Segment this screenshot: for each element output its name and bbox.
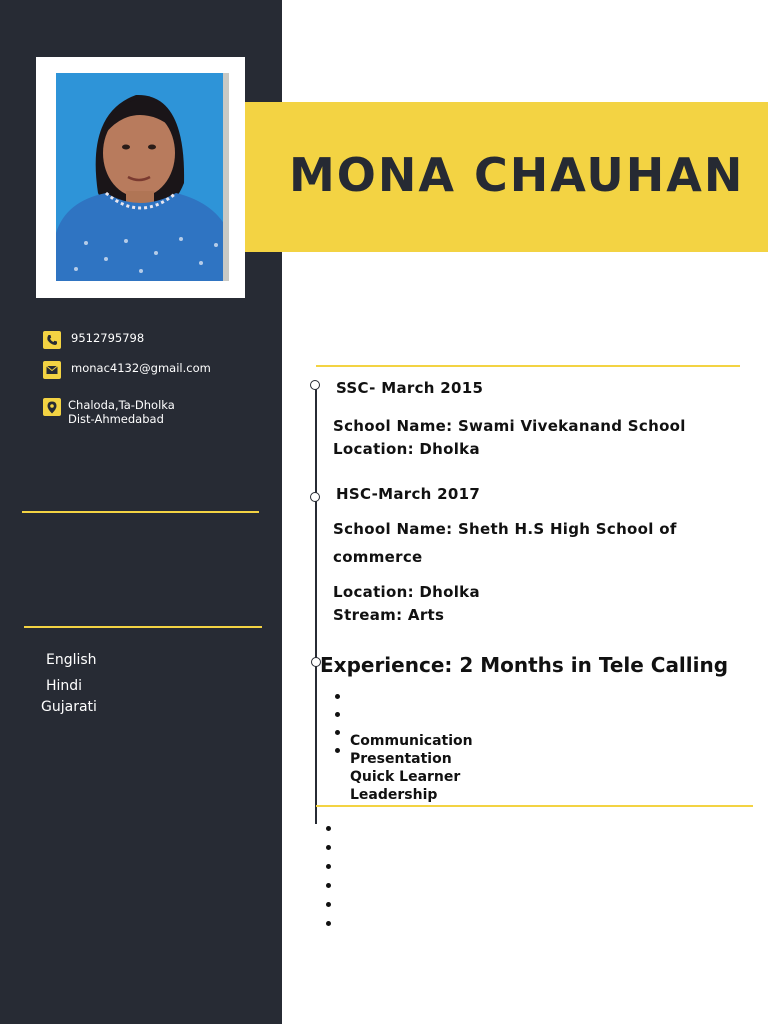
- portrait-illustration: [56, 73, 229, 281]
- address-line-1: Chaloda,Ta-Dholka: [68, 398, 175, 412]
- bullet-point: [335, 694, 340, 699]
- hsc-school-line-1: School Name: Sheth H.S High School of: [333, 520, 677, 538]
- hsc-title: HSC-March 2017: [336, 485, 481, 503]
- bullet-point: [326, 921, 331, 926]
- phone-number: 9512795798: [71, 331, 145, 345]
- ssc-location: Location: Dholka: [333, 440, 480, 458]
- experience-heading: Experience: 2 Months in Tele Calling: [320, 653, 729, 677]
- ssc-title: SSC- March 2015: [336, 379, 484, 397]
- address-line-2: Dist-Ahmedabad: [68, 412, 164, 426]
- language-item: Gujarati: [41, 699, 97, 715]
- map-pin-icon: [43, 398, 61, 416]
- skill-item: Quick Learner: [350, 769, 461, 785]
- skill-item: Communication: [350, 733, 473, 749]
- timeline-dot: [310, 492, 320, 502]
- bullet-point: [335, 712, 340, 717]
- bullet-point: [326, 845, 331, 850]
- ssc-school: School Name: Swami Vivekanand School: [333, 417, 686, 435]
- bullet-point: [326, 902, 331, 907]
- sidebar-divider-2: [24, 626, 262, 628]
- bullet-point: [335, 748, 340, 753]
- contact-phone: [43, 331, 144, 349]
- education-timeline: [315, 384, 317, 824]
- profile-photo: [56, 73, 229, 281]
- address: [68, 398, 175, 426]
- content-divider-top: [316, 365, 740, 367]
- language-item: English: [46, 652, 97, 668]
- bullet-point: [326, 883, 331, 888]
- bullet-point: [326, 826, 331, 831]
- contact-email: [43, 361, 211, 379]
- hsc-stream: Stream: Arts: [333, 606, 445, 624]
- hsc-location: Location: Dholka: [333, 583, 480, 601]
- profile-photo-frame: [36, 57, 245, 298]
- email-address: monac4132@gmail.com: [71, 361, 211, 375]
- candidate-name: MONA CHAUHAN: [289, 148, 745, 202]
- contact-address: [43, 398, 175, 426]
- content-divider-bottom: [316, 805, 753, 807]
- language-item: Hindi: [46, 678, 83, 694]
- phone-icon: [43, 331, 61, 349]
- envelope-icon: [43, 361, 61, 379]
- sidebar-divider-1: [22, 511, 259, 513]
- photo-border-edge: [223, 73, 229, 281]
- bullet-point: [326, 864, 331, 869]
- timeline-dot: [310, 380, 320, 390]
- skill-item: Presentation: [350, 751, 452, 767]
- bullet-point: [335, 730, 340, 735]
- skill-item: Leadership: [350, 787, 438, 803]
- hsc-school-line-2: commerce: [333, 548, 423, 566]
